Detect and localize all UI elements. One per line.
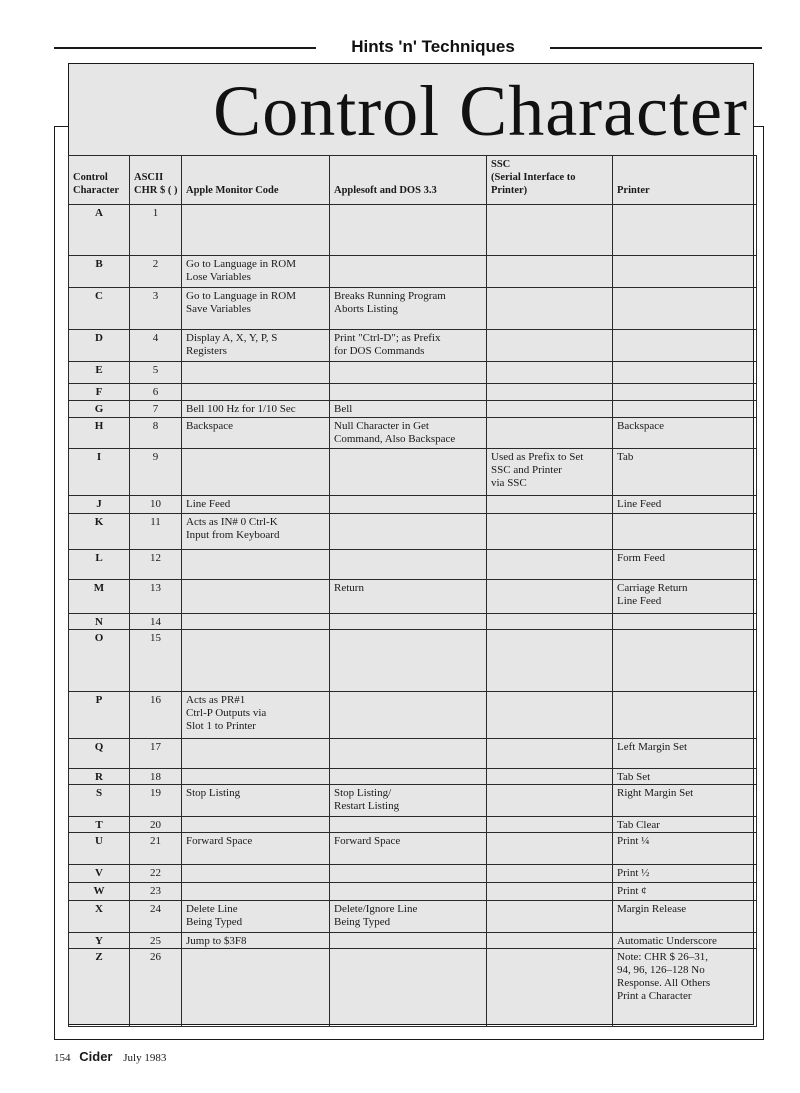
cell-ascii: 3	[130, 288, 182, 330]
table-row	[69, 933, 757, 949]
cell-printer	[613, 933, 757, 949]
cell-line: Breaks Running Program	[334, 290, 446, 302]
cell-line: Ctrl-P Outputs via	[186, 707, 267, 719]
cell-ssc	[487, 630, 613, 692]
table-header-row	[69, 156, 757, 205]
section-title: Hints 'n' Techniques	[351, 37, 515, 56]
cell-applesoft	[330, 362, 487, 384]
table-row	[69, 384, 757, 401]
cell-ascii: 9	[130, 449, 182, 496]
table-row	[69, 418, 757, 449]
cell-monitor	[182, 401, 330, 418]
cell-monitor	[182, 833, 330, 865]
control-character-table	[68, 155, 757, 1027]
table-row	[69, 514, 757, 550]
table-row	[69, 401, 757, 418]
cell-applesoft	[330, 614, 487, 630]
cell-line: Slot 1 to Printer	[186, 720, 256, 732]
cell-applesoft	[330, 833, 487, 865]
cell-ascii: 4	[130, 330, 182, 362]
table-row	[69, 692, 757, 739]
cell-line: Tab Clear	[617, 819, 660, 831]
cell-control: I	[69, 449, 130, 496]
header-line: SSC	[491, 159, 511, 170]
table-row	[69, 288, 757, 330]
cell-control: J	[69, 496, 130, 514]
cell-applesoft	[330, 785, 487, 817]
table-row	[69, 833, 757, 865]
cell-monitor	[182, 630, 330, 692]
cell-line: Lose Variables	[186, 271, 251, 283]
cell-control: T	[69, 817, 130, 833]
table-row	[69, 449, 757, 496]
table-row	[69, 205, 757, 256]
page-footer	[54, 1049, 166, 1065]
cell-printer	[613, 256, 757, 288]
cell-line: Automatic Underscore	[617, 935, 717, 947]
cell-line: Jump to $3F8	[186, 935, 247, 947]
cell-ssc	[487, 949, 613, 1027]
cell-line: Delete Line	[186, 903, 238, 915]
cell-ascii: 15	[130, 630, 182, 692]
cell-line: Stop Listing/	[334, 787, 392, 799]
cell-applesoft	[330, 550, 487, 580]
cell-printer	[613, 901, 757, 933]
cell-line: Response. All Others	[617, 977, 711, 989]
cell-applesoft	[330, 514, 487, 550]
cell-line: Backspace	[186, 420, 234, 432]
cell-line: Bell 100 Hz for 1/10 Sec	[186, 403, 296, 415]
cell-monitor	[182, 384, 330, 401]
table-row	[69, 580, 757, 614]
header-line: CHR $ ( )	[134, 185, 178, 196]
cell-line: Line Feed	[186, 498, 231, 510]
cell-control: C	[69, 288, 130, 330]
cell-line: Return	[334, 582, 364, 594]
cell-control: D	[69, 330, 130, 362]
cell-applesoft	[330, 580, 487, 614]
cell-ascii: 16	[130, 692, 182, 739]
cell-control: Q	[69, 739, 130, 769]
cell-line: Left Margin Set	[617, 741, 688, 753]
cell-monitor	[182, 496, 330, 514]
issue-date: July 1983	[123, 1052, 167, 1064]
cell-applesoft	[330, 883, 487, 901]
cell-ascii: 7	[130, 401, 182, 418]
cell-line: Display A, X, Y, P, S	[186, 332, 278, 344]
cell-printer	[613, 205, 757, 256]
table-row	[69, 614, 757, 630]
cell-ssc	[487, 614, 613, 630]
cell-control: V	[69, 865, 130, 883]
cell-printer	[613, 614, 757, 630]
cell-applesoft	[330, 449, 487, 496]
table-row	[69, 769, 757, 785]
cell-ssc	[487, 330, 613, 362]
cell-printer	[613, 739, 757, 769]
cell-ssc	[487, 205, 613, 256]
cell-ascii: 14	[130, 614, 182, 630]
table-row	[69, 330, 757, 362]
cell-line: Being Typed	[186, 916, 243, 928]
cell-ascii: 22	[130, 865, 182, 883]
cell-line: Go to Language in ROM	[186, 290, 296, 302]
cell-ssc	[487, 769, 613, 785]
cell-line: Being Typed	[334, 916, 391, 928]
cell-applesoft	[330, 817, 487, 833]
cell-ssc	[487, 288, 613, 330]
cell-line: Command, Also Backspace	[334, 433, 456, 445]
table-row	[69, 901, 757, 933]
cell-control: Z	[69, 949, 130, 1027]
cell-line: Registers	[186, 345, 227, 357]
cell-control: F	[69, 384, 130, 401]
cell-line: Backspace	[617, 420, 665, 432]
cell-ssc	[487, 833, 613, 865]
cell-monitor	[182, 739, 330, 769]
cell-ssc	[487, 580, 613, 614]
column-header-monitor	[182, 156, 330, 205]
cell-line: Bell	[334, 403, 353, 415]
cell-printer	[613, 288, 757, 330]
table-row	[69, 362, 757, 384]
table-row	[69, 949, 757, 1027]
cell-monitor	[182, 288, 330, 330]
cell-applesoft	[330, 933, 487, 949]
cell-ssc	[487, 256, 613, 288]
cell-line: for DOS Commands	[334, 345, 425, 357]
cell-monitor	[182, 514, 330, 550]
cell-monitor	[182, 256, 330, 288]
table-row	[69, 256, 757, 288]
cell-control: X	[69, 901, 130, 933]
column-header-control	[69, 156, 130, 205]
cell-control: Y	[69, 933, 130, 949]
header-line: Applesoft and DOS 3.3	[334, 185, 437, 196]
table-row	[69, 550, 757, 580]
cell-printer	[613, 630, 757, 692]
cell-printer	[613, 384, 757, 401]
cell-line: Save Variables	[186, 303, 251, 315]
cell-ssc	[487, 449, 613, 496]
header-line: Apple Monitor Code	[186, 185, 279, 196]
cell-ssc	[487, 933, 613, 949]
cell-printer	[613, 865, 757, 883]
cell-control: K	[69, 514, 130, 550]
cell-control: A	[69, 205, 130, 256]
cell-ascii: 21	[130, 833, 182, 865]
cell-printer	[613, 401, 757, 418]
column-header-ssc	[487, 156, 613, 205]
cell-monitor	[182, 205, 330, 256]
cell-ascii: 26	[130, 949, 182, 1027]
cell-ascii: 10	[130, 496, 182, 514]
cell-line: SSC and Printer	[491, 464, 562, 476]
cell-ssc	[487, 865, 613, 883]
cell-applesoft	[330, 401, 487, 418]
cell-ascii: 17	[130, 739, 182, 769]
cell-line: Margin Release	[617, 903, 687, 915]
cell-printer	[613, 785, 757, 817]
table-row	[69, 865, 757, 883]
header-rule-right	[550, 47, 762, 49]
cell-ascii: 18	[130, 769, 182, 785]
cell-applesoft	[330, 901, 487, 933]
cell-line: Line Feed	[617, 595, 662, 607]
cell-ascii: 25	[130, 933, 182, 949]
cell-ssc	[487, 883, 613, 901]
cell-monitor	[182, 949, 330, 1027]
cell-ascii: 24	[130, 901, 182, 933]
cell-ssc	[487, 384, 613, 401]
cell-ascii: 2	[130, 256, 182, 288]
cell-line: Print a Character	[617, 990, 692, 1002]
header-rule-left	[54, 47, 316, 49]
cell-ascii: 23	[130, 883, 182, 901]
cell-monitor	[182, 418, 330, 449]
cell-line: Aborts Listing	[334, 303, 398, 315]
cell-monitor	[182, 901, 330, 933]
cell-applesoft	[330, 288, 487, 330]
cell-printer	[613, 883, 757, 901]
cell-ascii: 1	[130, 205, 182, 256]
cell-line: via SSC	[491, 477, 527, 489]
cell-applesoft	[330, 496, 487, 514]
cell-ssc	[487, 362, 613, 384]
cell-printer	[613, 418, 757, 449]
cell-monitor	[182, 769, 330, 785]
cell-applesoft	[330, 865, 487, 883]
cell-printer	[613, 692, 757, 739]
cell-ssc	[487, 514, 613, 550]
cell-printer	[613, 817, 757, 833]
header-line: Printer)	[491, 185, 528, 196]
column-header-ascii	[130, 156, 182, 205]
page-number: 154	[54, 1052, 71, 1064]
cell-printer	[613, 833, 757, 865]
table-row	[69, 630, 757, 692]
cell-printer	[613, 330, 757, 362]
cell-line: Acts as PR#1	[186, 694, 246, 706]
magazine-logo: Cider	[79, 1049, 113, 1064]
cell-control: W	[69, 883, 130, 901]
cell-monitor	[182, 550, 330, 580]
cell-printer	[613, 449, 757, 496]
cell-applesoft	[330, 256, 487, 288]
cell-ssc	[487, 418, 613, 449]
cell-ssc	[487, 401, 613, 418]
cell-line: Print ¼	[617, 835, 650, 847]
cell-line: Forward Space	[334, 835, 401, 847]
cell-ascii: 13	[130, 580, 182, 614]
cell-monitor	[182, 692, 330, 739]
cell-applesoft	[330, 630, 487, 692]
cell-line: Right Margin Set	[617, 787, 694, 799]
header-line: Character	[73, 185, 120, 196]
cell-line: Input from Keyboard	[186, 529, 280, 541]
page-title: Control Character	[213, 71, 748, 151]
cell-monitor	[182, 362, 330, 384]
cell-control: M	[69, 580, 130, 614]
cell-control: B	[69, 256, 130, 288]
cell-printer	[613, 580, 757, 614]
cell-control: G	[69, 401, 130, 418]
cell-printer	[613, 514, 757, 550]
cell-ascii: 19	[130, 785, 182, 817]
cell-printer	[613, 496, 757, 514]
cell-line: Acts as IN# 0 Ctrl-K	[186, 516, 278, 528]
cell-ssc	[487, 785, 613, 817]
column-header-printer	[613, 156, 757, 205]
cell-monitor	[182, 580, 330, 614]
cell-printer	[613, 550, 757, 580]
cell-applesoft	[330, 949, 487, 1027]
cell-monitor	[182, 817, 330, 833]
cell-control: N	[69, 614, 130, 630]
cell-monitor	[182, 865, 330, 883]
cell-control: U	[69, 833, 130, 865]
cell-line: Carriage Return	[617, 582, 688, 594]
cell-line: Note: CHR $ 26–31,	[617, 951, 709, 963]
table-row	[69, 496, 757, 514]
section-header	[54, 36, 762, 58]
cell-line: Tab Set	[617, 771, 651, 783]
cell-line: Used as Prefix to Set	[491, 451, 584, 463]
cell-applesoft	[330, 330, 487, 362]
cell-ssc	[487, 550, 613, 580]
cell-control: H	[69, 418, 130, 449]
cell-monitor	[182, 614, 330, 630]
cell-line: Form Feed	[617, 552, 665, 564]
cell-line: Forward Space	[186, 835, 253, 847]
cell-line: Null Character in Get	[334, 420, 429, 432]
cell-line: Restart Listing	[334, 800, 400, 812]
cell-ssc	[487, 817, 613, 833]
cell-applesoft	[330, 205, 487, 256]
cell-monitor	[182, 330, 330, 362]
cell-line: Delete/Ignore Line	[334, 903, 418, 915]
cell-control: S	[69, 785, 130, 817]
cell-control: P	[69, 692, 130, 739]
cell-line: Go to Language in ROM	[186, 258, 296, 270]
cell-ascii: 6	[130, 384, 182, 401]
cell-line: Print "Ctrl-D"; as Prefix	[334, 332, 441, 344]
cell-ssc	[487, 901, 613, 933]
cell-ssc	[487, 739, 613, 769]
cell-ascii: 11	[130, 514, 182, 550]
cell-monitor	[182, 883, 330, 901]
cell-line: Print ½	[617, 867, 650, 879]
cell-printer	[613, 769, 757, 785]
header-line: (Serial Interface to	[491, 172, 576, 183]
cell-ascii: 12	[130, 550, 182, 580]
cell-control: R	[69, 769, 130, 785]
cell-ascii: 8	[130, 418, 182, 449]
cell-ascii: 5	[130, 362, 182, 384]
cell-line: Line Feed	[617, 498, 662, 510]
cell-line: Stop Listing	[186, 787, 241, 799]
cell-line: Tab	[617, 451, 634, 463]
header-line: Printer	[617, 185, 650, 196]
column-header-applesoft	[330, 156, 487, 205]
cell-ssc	[487, 692, 613, 739]
cell-applesoft	[330, 769, 487, 785]
table-row	[69, 817, 757, 833]
cell-monitor	[182, 933, 330, 949]
cell-ssc	[487, 496, 613, 514]
cell-monitor	[182, 785, 330, 817]
table-row	[69, 739, 757, 769]
header-line: ASCII	[134, 172, 164, 183]
cell-applesoft	[330, 418, 487, 449]
cell-printer	[613, 949, 757, 1027]
cell-control: L	[69, 550, 130, 580]
table-row	[69, 785, 757, 817]
cell-control: E	[69, 362, 130, 384]
table-row	[69, 883, 757, 901]
header-line: Control	[73, 172, 108, 183]
cell-applesoft	[330, 739, 487, 769]
cell-ascii: 20	[130, 817, 182, 833]
cell-monitor	[182, 449, 330, 496]
cell-line: 94, 96, 126–128 No	[617, 964, 705, 976]
cell-line: Print ¢	[617, 885, 647, 897]
cell-applesoft	[330, 384, 487, 401]
cell-printer	[613, 362, 757, 384]
cell-control: O	[69, 630, 130, 692]
cell-applesoft	[330, 692, 487, 739]
